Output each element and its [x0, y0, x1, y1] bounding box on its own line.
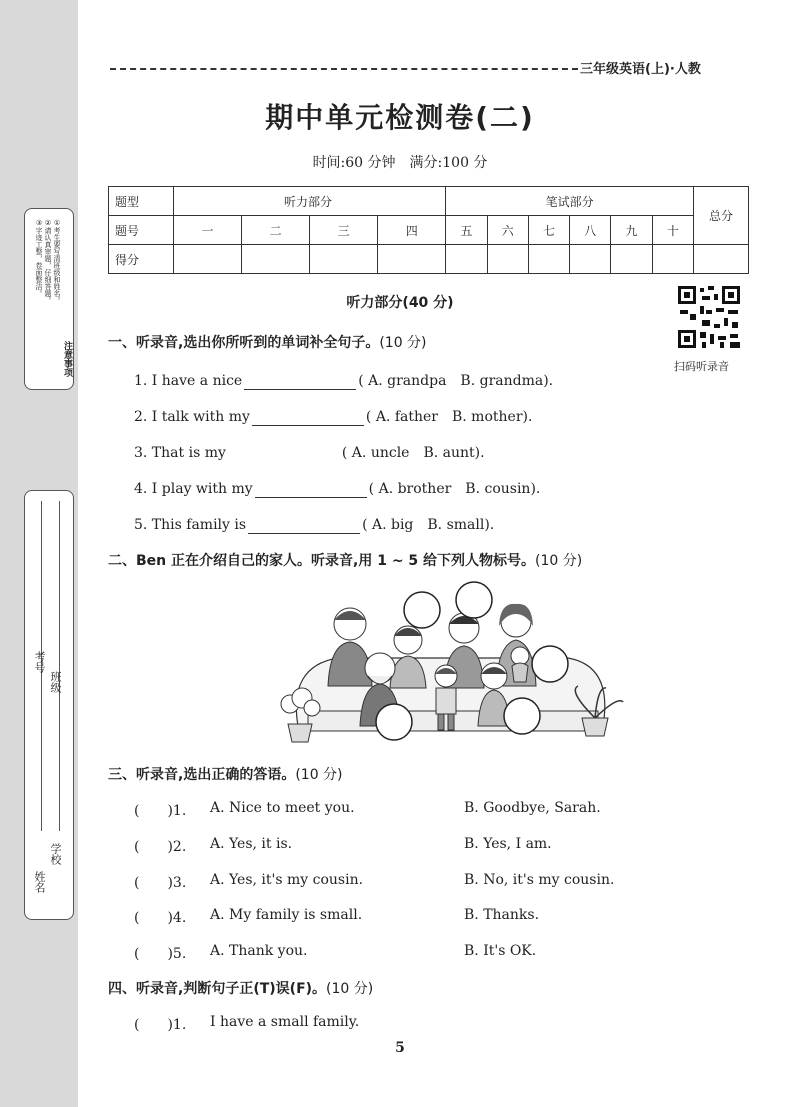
- page-title: 期中单元检测卷(二): [265, 101, 535, 134]
- item-text: 5. This family is: [134, 517, 247, 533]
- option-a: A. Yes, it is.: [210, 836, 293, 852]
- section-3-points: (10 分): [295, 767, 343, 783]
- label-circle[interactable]: [456, 582, 492, 618]
- number-cell: 四: [378, 216, 446, 245]
- option-a: A. Yes, it's my cousin.: [210, 872, 364, 888]
- number-cell: 一: [174, 216, 242, 245]
- listening-part-label: 听力部分: [174, 187, 446, 216]
- item-choices: ( A. big B. small).: [362, 517, 495, 533]
- header-dashed-rule: [110, 68, 578, 70]
- section-1-item: [134, 478, 540, 498]
- section-2-heading: [108, 550, 582, 570]
- school-label: 学校: [49, 843, 62, 865]
- number-cell: 二: [242, 216, 310, 245]
- answer-blank[interactable]: [248, 517, 360, 534]
- section-3-title: 三、听录音,选出正确的答语。: [108, 767, 296, 783]
- item-text: 2. I talk with my: [134, 409, 250, 425]
- item-text: 4. I play with my: [134, 481, 253, 497]
- answer-bracket[interactable]: ( )4.: [134, 910, 187, 926]
- score-label: 得分: [109, 245, 174, 274]
- section-1-title: 一、听录音,选出你所听到的单词补全句子。: [108, 335, 380, 351]
- section-4-title: 四、听录音,判断句子正(T)误(F)。: [108, 981, 327, 997]
- uncle-figure: [390, 626, 426, 688]
- answer-bracket[interactable]: ( )5.: [134, 946, 187, 962]
- type-label: 题型: [109, 187, 174, 216]
- baby-figure: [511, 647, 529, 682]
- option-a: A. Nice to meet you.: [210, 800, 355, 816]
- name-label: 姓名: [33, 871, 46, 893]
- total-score-cell[interactable]: [694, 245, 749, 274]
- class-label: 班级: [49, 671, 62, 693]
- option-a: A. My family is small.: [210, 907, 363, 923]
- section-1-item: [134, 370, 553, 390]
- written-part-label: 笔试部分: [446, 187, 694, 216]
- listening-heading: 听力部分(40 分): [346, 295, 454, 311]
- score-cell[interactable]: [378, 245, 446, 274]
- number-cell: 三: [310, 216, 378, 245]
- qr-caption: 扫码听录音: [674, 360, 729, 373]
- notice-item: ①考生要写清班级和姓名。: [53, 219, 61, 304]
- item-choices: ( A. brother B. cousin).: [368, 481, 541, 497]
- student-info-box: [24, 490, 74, 920]
- number-cell: 五: [446, 216, 487, 245]
- score-cell[interactable]: [652, 245, 693, 274]
- number-cell: 九: [611, 216, 652, 245]
- exam-time-score: 时间:60 分钟 满分:100 分: [312, 155, 488, 171]
- section-1-points: (10 分): [379, 335, 427, 351]
- number-cell: 七: [528, 216, 569, 245]
- answer-bracket[interactable]: ( )1.: [134, 1017, 187, 1033]
- option-b: B. Yes, I am.: [464, 836, 552, 852]
- answer-blank[interactable]: [244, 373, 356, 390]
- answer-bracket[interactable]: ( )3.: [134, 875, 187, 891]
- section-3-heading: [108, 764, 343, 784]
- option-b: B. Thanks.: [464, 907, 540, 923]
- answer-blank[interactable]: [255, 481, 367, 498]
- item-choices: ( A. father B. mother).: [365, 409, 533, 425]
- notice-item: ②请认真审题，仔细答题。: [44, 219, 52, 304]
- exam-number-label: 考号: [33, 651, 46, 673]
- score-cell[interactable]: [310, 245, 378, 274]
- answer-blank[interactable]: [252, 409, 364, 426]
- score-cell[interactable]: [570, 245, 611, 274]
- series-label: 三年级英语(上)·人教: [580, 62, 701, 77]
- label-circle[interactable]: [504, 698, 540, 734]
- notice-item: ③字迹工整，卷面整洁。: [35, 219, 43, 297]
- item-choices: ( A. grandpa B. grandma).: [358, 373, 554, 389]
- item-text: 1. I have a nice: [134, 373, 243, 389]
- family-illustration: [268, 576, 628, 746]
- answer-bracket[interactable]: ( )2.: [134, 839, 187, 855]
- score-table: [108, 186, 749, 274]
- option-b: B. Goodbye, Sarah.: [464, 800, 601, 816]
- answer-bracket[interactable]: ( )1.: [134, 803, 187, 819]
- label-circle[interactable]: [376, 704, 412, 740]
- item-text: 3. That is my: [134, 445, 226, 461]
- score-cell[interactable]: [446, 245, 487, 274]
- score-cell[interactable]: [174, 245, 242, 274]
- section-2-points: (10 分): [535, 553, 583, 569]
- score-cell[interactable]: [611, 245, 652, 274]
- total-label: 总分: [694, 187, 749, 245]
- label-circle[interactable]: [404, 592, 440, 628]
- label-circle[interactable]: [532, 646, 568, 682]
- section-4-heading: [108, 978, 373, 998]
- option-b: B. No, it's my cousin.: [464, 872, 615, 888]
- father-figure: [328, 608, 372, 686]
- score-cell[interactable]: [528, 245, 569, 274]
- question-number-label: 题号: [109, 216, 174, 245]
- section-1-heading: [108, 332, 427, 352]
- section-1-item: [134, 442, 485, 462]
- number-cell: 十: [652, 216, 693, 245]
- answer-blank[interactable]: [228, 445, 340, 461]
- score-cell[interactable]: [487, 245, 528, 274]
- section-2-title: 二、Ben 正在介绍自己的家人。听录音,用 1 ~ 5 给下列人物标号。: [108, 553, 536, 569]
- page-number: 5: [395, 1040, 405, 1056]
- notice-title: 注意事项: [62, 341, 72, 377]
- qr-code-icon[interactable]: [676, 284, 742, 350]
- score-cell[interactable]: [242, 245, 310, 274]
- item-choices: ( A. uncle B. aunt).: [341, 445, 485, 461]
- option-b: B. It's OK.: [464, 943, 537, 959]
- fill-line: [59, 501, 60, 831]
- section-4-points: (10 分): [326, 981, 374, 997]
- number-cell: 六: [487, 216, 528, 245]
- number-cell: 八: [570, 216, 611, 245]
- statement-text: I have a small family.: [210, 1014, 360, 1030]
- section-1-item: [134, 514, 494, 534]
- option-a: A. Thank you.: [210, 943, 308, 959]
- section-1-item: [134, 406, 532, 426]
